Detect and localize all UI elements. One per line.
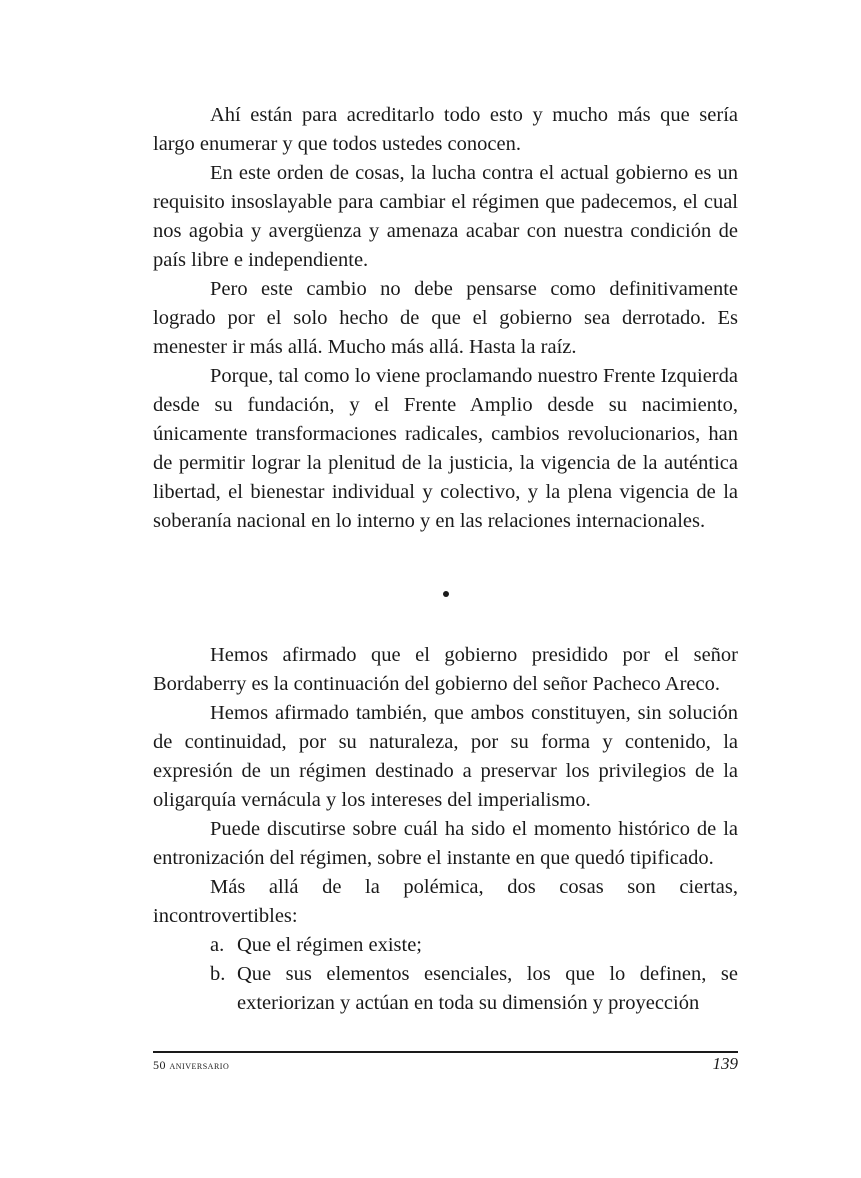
paragraph: En este orden de cosas, la lucha contra el actual gobierno es un requisito insoslayable para cambiar el régimen que padecemos, el cual nos agobia y avergüenza y amenaza acabar con nuestra condición de país libre e independiente. [153, 162, 738, 271]
list-item [153, 960, 738, 1018]
list-marker: a. [210, 934, 225, 956]
paragraph: Más allá de la polémica, dos cosas son ciertas, incontrovertibles: [153, 876, 738, 927]
paragraph: Ahí están para acreditarlo todo esto y mucho más que sería largo enumerar y que todos ustedes conocen. [153, 104, 738, 155]
bullet-dot-icon [443, 591, 449, 597]
running-footer: 50 aniversario [153, 1058, 230, 1072]
list-item [153, 931, 738, 960]
footer-rule [153, 1051, 738, 1053]
paragraph: Hemos afirmado también, que ambos constituyen, sin solución de continuidad, por su naturaleza, por su forma y contenido, la expresión de un régimen destinado a preservar los privilegios de la oligarquía vernácula y los intereses del imperialismo. [153, 702, 738, 811]
section-separator [153, 550, 738, 637]
paragraph: Puede discutirse sobre cuál ha sido el momento histórico de la entronización del régimen, sobre el instante en que quedó tipificado. [153, 818, 738, 869]
list-item-text: Que el régimen existe; [237, 934, 423, 956]
paragraph: Pero este cambio no debe pensarse como definitivamente logrado por el solo hecho de que el gobierno sea derrotado. Es menester ir más allá. Mucho más allá. Hasta la raíz. [153, 278, 738, 358]
paragraph: Hemos afirmado que el gobierno presidido por el señor Bordaberry es la continuación del gobierno del señor Pacheco Areco. [153, 644, 738, 695]
body-text [153, 101, 738, 1018]
list-marker: b. [210, 963, 226, 985]
list-item-text: Que sus elementos esenciales, los que lo definen, se exteriorizan y actúan en toda su dimensión y proyección [237, 963, 738, 1014]
paragraph: Porque, tal como lo viene proclamando nuestro Frente Izquierda desde su fundación, y el Frente Amplio desde su nacimiento, únicamente transformaciones radicales, cambios revolucionarios, han de permitir lograr la plenitud de la justicia, la vigencia de la auténtica libertad, el bienestar individual y colectivo, y la plena vigencia de la soberanía nacional en lo interno y en las relaciones internacionales. [153, 365, 738, 532]
page-number: 139 [712, 1054, 738, 1073]
